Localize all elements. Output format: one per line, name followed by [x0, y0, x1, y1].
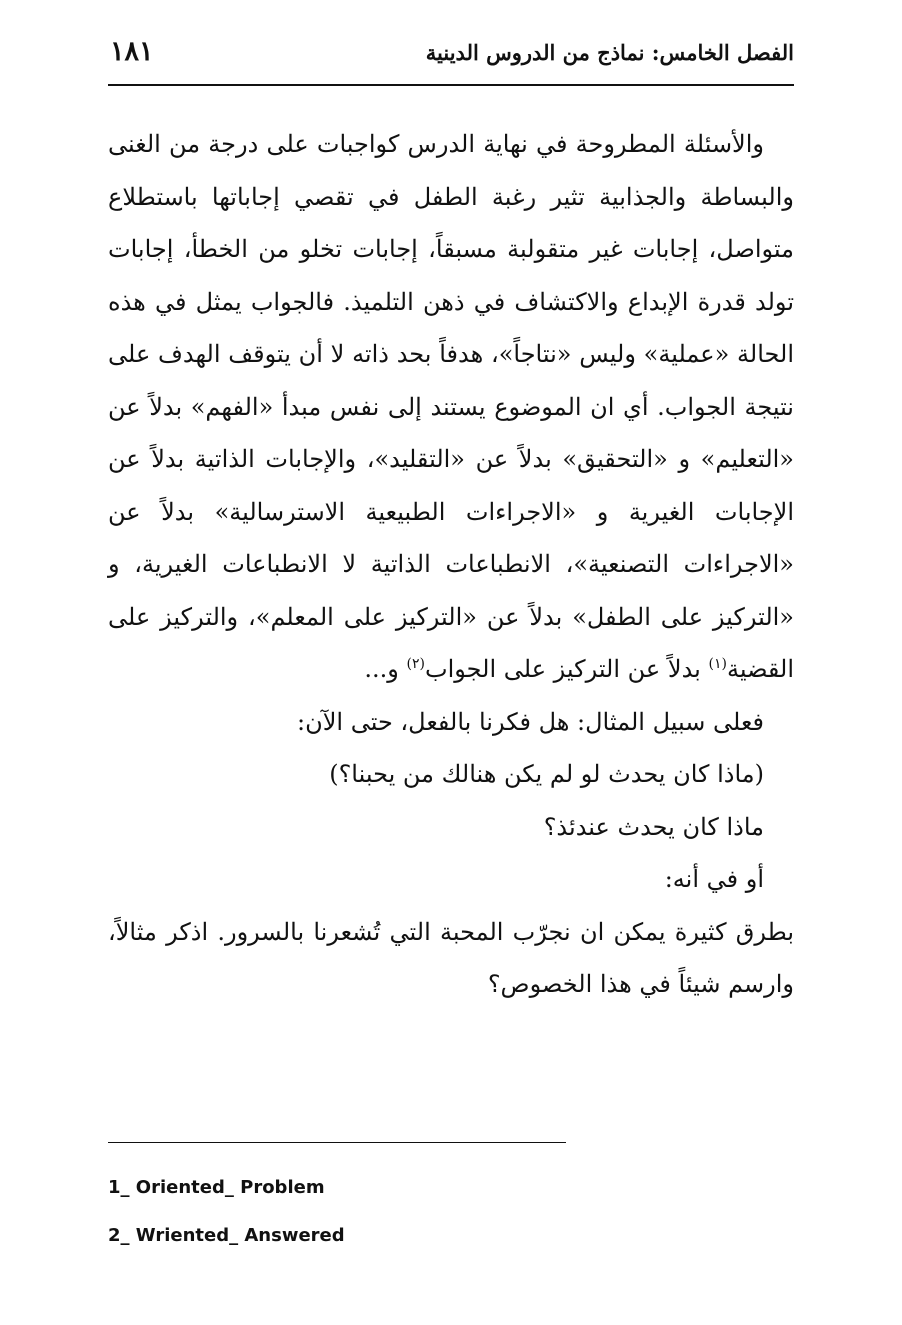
footnote-ref-2: (٢) — [406, 656, 425, 672]
footnote-1: 1_ Oriented_ Problem — [108, 1177, 325, 1198]
chapter-title: الفصل الخامس: نماذج من الدروس الدينية — [425, 40, 794, 65]
running-header — [108, 36, 794, 82]
paragraph-2: بطرق كثيرة يمكن ان نجرّب المحبة التي تُشعرنا بالسرور. اذكر مثالاً، وارسم شيئاً في هذا الخصوص؟ — [108, 917, 794, 998]
footnote-ref-1: (١) — [708, 656, 727, 672]
main-text — [108, 118, 794, 1011]
or-line: أو في أنه: — [664, 865, 764, 893]
example-line: فعلى سبيل المثال: هل فكرنا بالفعل، حتى الآن: — [297, 707, 764, 736]
paragraph-1-continued: بدلاً عن التركيز على الجواب — [425, 655, 709, 683]
paragraph-1-text: والأسئلة المطروحة في نهاية الدرس كواجبات على درجة من الغنى والبساطة والجذابية تثير رغبة الطفل في تقصي إجاباتها باستطلاع متواصل، إجابات غير متقولبة مسبقاً، إجابات تخلو من الخطأ، إجابات تولد قدرة الإبداع والاكتشاف في ذهن التلميذ. فالجواب يمثل في هذه الحالة «عملية» وليس «نتاجاً»، هدفاً بحد ذاته لا أن يتوقف الهدف على نتيجة الجواب. أي ان الموضوع يستند إلى نفس مبدأ «الفهم» بدلاً عن «التعليم» و «التحقيق» بدلاً عن «التقليد»، والإجابات الذاتية بدلاً عن الإجابات الغيرية و «الاجراءات الطبيعية الاسترسالية» بدلاً عن «الاجراءات التصنعية»، الانطباعات الذاتية لا الانطباعات الغيرية، و «التركيز على الطفل» بدلاً عن «التركيز على المعلم»، والتركيز على القضية — [108, 130, 794, 683]
footnote-2: 2_ Wriented_ Answered — [108, 1225, 345, 1246]
header-rule — [108, 84, 794, 86]
footnotes — [108, 1172, 345, 1268]
footnote-rule — [108, 1142, 566, 1143]
question-line-1: (ماذا كان يحدث لو لم يكن هنالك من يحبنا؟) — [329, 760, 764, 788]
paragraph-1-end: و... — [364, 655, 407, 683]
question-line-2: ماذا كان يحدث عندئذ؟ — [543, 812, 764, 841]
paragraph-1 — [108, 118, 794, 696]
page-number: ١٨١ — [110, 36, 154, 67]
